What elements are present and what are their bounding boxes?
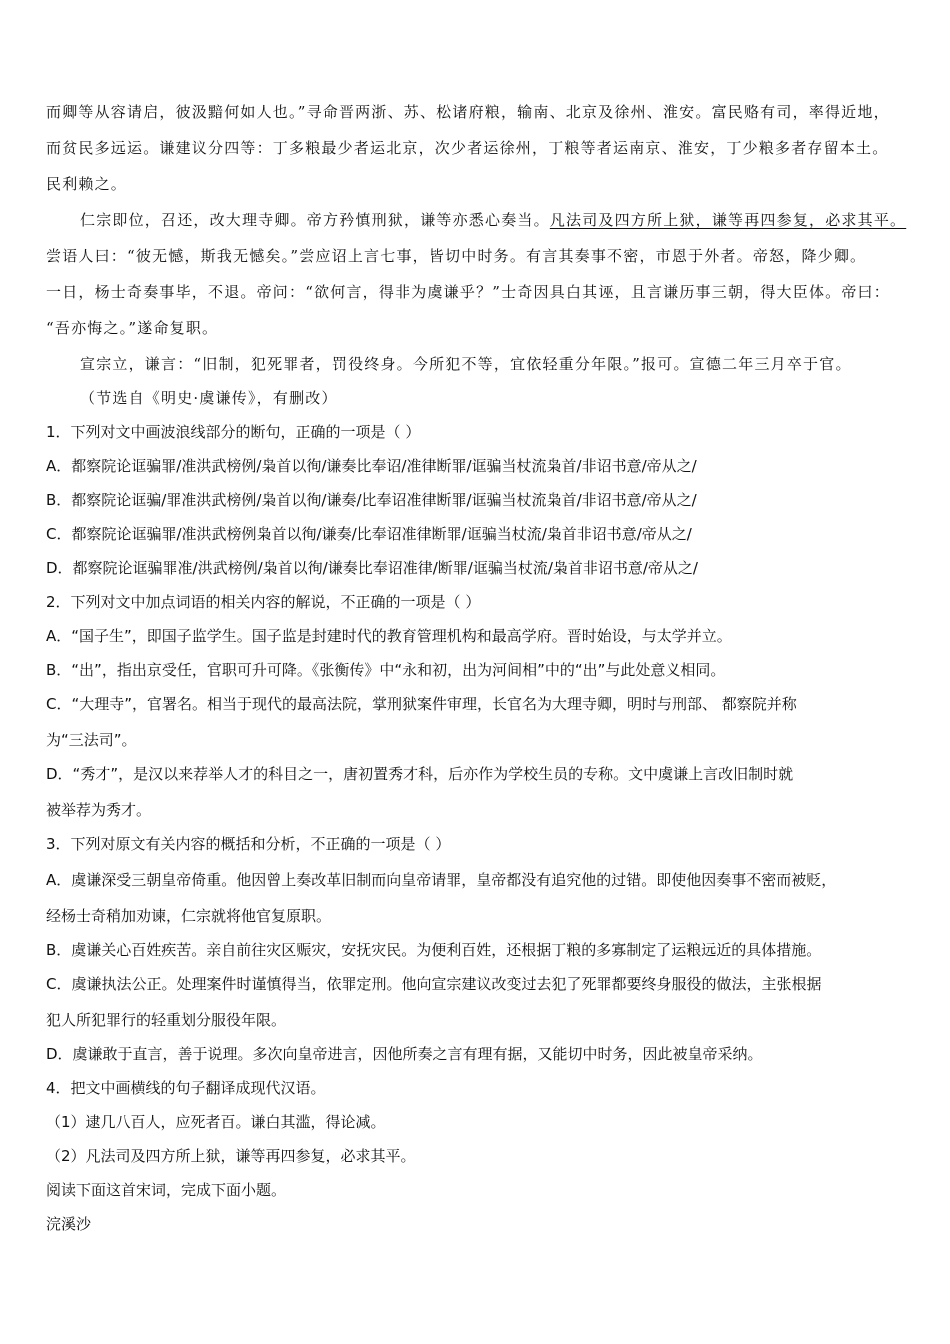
- option-c: C．“大理寺”，官署名。相当于现代的最高法院，掌刑狱案件审理，长官名为大理寺卿，明时与刑部、 都察院并称: [46, 695, 797, 713]
- passage-line: 而贫民多远运。谦建议分四等：丁多粮最少者运北京，次少者运徐州，丁粮等者运南京、淮安，丁少粮多者存留本土。: [46, 139, 889, 157]
- option-a: A．都察院论诓骗罪/准洪武榜例/枭首以徇/谦奏比奉诏/准律断罪/诓骗当杖流枭首/非诏书意/帝从之/: [46, 457, 697, 475]
- option-a: A．虞谦深受三朝皇帝倚重。他因曾上奏改革旧制而向皇帝请罪，皇帝都没有追究他的过错。即使他因奏事不密而被贬，: [46, 871, 837, 889]
- passage-line: 尝语人曰：“彼无憾，斯我无憾矣。”尝应诏上言七事，皆切中时务。有言其奏事不密，市恩于外者。帝怒，降少卿。: [46, 247, 867, 265]
- option-d: D．“秀才”，是汉以来荐举人才的科目之一，唐初置秀才科，后亦作为学校生员的专称。文中虞谦上言改旧制时就: [46, 765, 794, 783]
- translation-item: （2）凡法司及四方所上狱，谦等再四参复，必求其平。: [46, 1147, 416, 1165]
- option-c: C．虞谦执法公正。处理案件时谨慎得当，依罪定刑。他向宣宗建议改变过去犯了死罪都要终身服役的做法，主张根据: [46, 975, 822, 993]
- option-b: B．虞谦关心百姓疾苦。亲自前往灾区赈灾，安抚灾民。为便利百姓，还根据丁粮的多寡制定了运粮远近的具体措施。: [46, 941, 822, 959]
- option-a: A．“国子生”，即国子监学生。国子监是封建时代的教育管理机构和最高学府。晋时始设，与太学并立。: [46, 627, 732, 645]
- underlined-sentence: 凡法司及四方所上狱，谦等再四参复，必求其平。: [549, 211, 907, 229]
- passage-line: 民利赖之。: [46, 175, 128, 193]
- option-c-cont: 为“三法司”。: [46, 731, 137, 749]
- option-b: B．“出”，指出京受任，官职可升可降。《张衡传》中“永和初，出为河间相”中的“出”与此处意义相同。: [46, 661, 726, 679]
- option-d: D．虞谦敢于直言，善于说理。多次向皇帝进言，因他所奏之言有理有据，又能切中时务，因此被皇帝采纳。: [46, 1045, 763, 1063]
- passage-line: 而卿等从容请启，彼汲黯何如人也。”寻命晋两浙、苏、松诸府粮，输南、北京及徐州、淮安。富民赂有司，率得近地，: [46, 103, 890, 121]
- poem-title: 浣溪沙: [46, 1215, 92, 1233]
- question-stem: 1．下列对文中画波浪线部分的断句，正确的一项是（ ）: [46, 423, 421, 441]
- passage-text: 仁宗即位，召还，改大理寺卿。帝方矜慎刑狱，谦等亦悉心奏当。: [80, 211, 550, 229]
- option-c-cont: 犯人所犯罪行的轻重划分服役年限。: [46, 1011, 287, 1029]
- option-b: B．都察院论诓骗/罪准洪武榜例/枭首以徇/谦奏/比奉诏准律断罪/诓骗当杖流枭首/非诏书意/帝从之/: [46, 491, 697, 509]
- source-note: （节选自《明史·虞谦传》，有删改）: [80, 389, 338, 407]
- passage-line: “吾亦悔之。”遂命复职。: [46, 319, 219, 337]
- question-stem: 3．下列对原文有关内容的概括和分析，不正确的一项是（ ）: [46, 835, 451, 853]
- question-stem: 4．把文中画横线的句子翻译成现代汉语。: [46, 1079, 326, 1097]
- option-c: C．都察院论诓骗罪/准洪武榜例枭首以徇/谦奏/比奉诏准律断罪/诓骗当杖流/枭首非诏书意/帝从之/: [46, 525, 692, 543]
- passage-line: 一日，杨士奇奏事毕，不退。帝问：“欲何言，得非为虞谦乎？”士奇因具白其诬，且言谦历事三朝，得大臣体。帝曰：: [46, 283, 890, 301]
- translation-item: （1）逮几八百人，应死者百。谦白其滥，得论减。: [46, 1113, 386, 1131]
- reading-instruction: 阅读下面这首宋词，完成下面小题。: [46, 1181, 287, 1199]
- option-d: D．都察院论诓骗罪准/洪武榜例/枭首以徇/谦奏比奉诏准律/断罪/诓骗当杖流/枭首非诏书意/帝从之/: [46, 559, 698, 577]
- option-d-cont: 被举荐为秀才。: [46, 801, 152, 819]
- option-a-cont: 经杨士奇稍加劝谏，仁宗就将他官复原职。: [46, 907, 332, 925]
- passage-line: [80, 210, 906, 230]
- question-stem: 2．下列对文中加点词语的相关内容的解说，不正确的一项是（ ）: [46, 593, 481, 611]
- passage-line: 宣宗立，谦言：“旧制，犯死罪者，罚役终身。今所犯不等，宜依轻重分年限。”报可。宣德二年三月卒于官。: [80, 355, 852, 373]
